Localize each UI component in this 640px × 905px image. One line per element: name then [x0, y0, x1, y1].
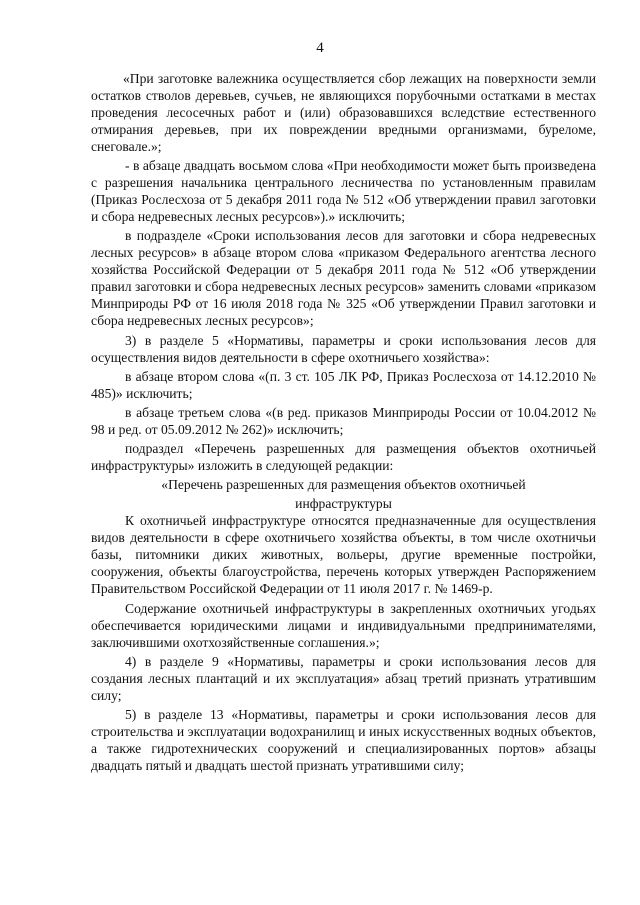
paragraph: 5) в разделе 13 «Нормативы, параметры и сроки использования лесов для строительства и эксплуатации водохранилищ и иных искусственных водных объектов, а также гидротехнических сооружений и специализированных портов» абзацы двадцать пятый и двадцать шестой признать утратившими силу;: [91, 706, 596, 773]
paragraph: «При заготовке валежника осуществляется сбор лежащих на поверхности земли остатков стволов деревьев, сучьев, не являющихся порубочными остатками в местах проведения лесосечных работ и (или) образовавшихся вследствие естественного отмирания деревьев, при их повреждении вредными организмами, буреломе, снеговале.»;: [91, 71, 596, 154]
paragraph: 3) в разделе 5 «Нормативы, параметры и сроки использования лесов для осуществления видов деятельности в сфере охотничьего хозяйства»:: [91, 332, 596, 365]
paragraph: в подразделе «Сроки использования лесов для заготовки и сбора недревесных лесных ресурсов» в абзаце втором слова «приказом Федерального агентства лесного хозяйства Российской Федерации от 5 декабря 2011 года № 512 «Об утверждении правил заготовки и сбора недревесных лесных ресурсов» заменить словами «приказом Минприроды РФ от 16 июля 2018 года № 325 «Об утверждении Правил заготовки и сбора недревесных лесных ресурсов»;: [91, 228, 596, 329]
section-heading-line-1: «Перечень разрешенных для размещения объектов охотничьей: [161, 477, 526, 493]
paragraph: в абзаце втором слова «(п. 3 ст. 105 ЛК РФ, Приказ Рослесхоза от 14.12.2010 № 485)» исключить;: [91, 368, 596, 401]
paragraph: подраздел «Перечень разрешенных для размещения объектов охотничьей инфраструктуры» изложить в следующей редакции:: [91, 441, 596, 474]
page-number: 4: [316, 40, 324, 56]
paragraph: К охотничьей инфраструктуре относятся предназначенные для осуществления видов деятельности в сфере охотничьего хозяйства объекты, в том числе охотничьи базы, питомники диких животных, вольеры, другие временные постройки, сооружения, объекты благоустройства, перечень которых утвержден Распоряжением Правительством Российской Федерации от 11 июля 2017 г. № 1469-р.: [91, 513, 596, 597]
paragraph: в абзаце третьем слова «(в ред. приказов Минприроды России от 10.04.2012 № 98 и ред. от 05.09.2012 № 262)» исключить;: [91, 404, 596, 437]
paragraph: Содержание охотничьей инфраструктуры в закрепленных охотничьих угодьях обеспечивается юридическими лицами и индивидуальными предпринимателями, заключившими охотхозяйственные соглашения.»;: [91, 600, 596, 650]
paragraph: - в абзаце двадцать восьмом слова «При необходимости может быть произведена с разрешения начальника центрального лесничества по установленным правилам (Приказ Рослесхоза от 5 декабря 2011 года № 512 «Об утверждении правил заготовки и сбора недревесных лесных ресурсов»).» исключить;: [91, 158, 596, 225]
paragraph: 4) в разделе 9 «Нормативы, параметры и сроки использования лесов для создания лесных плантаций и их эксплуатация» абзац третий признать утратившим силу;: [91, 653, 596, 703]
section-heading-line-2: инфраструктуры: [295, 496, 392, 512]
document-body: [91, 70, 596, 776]
